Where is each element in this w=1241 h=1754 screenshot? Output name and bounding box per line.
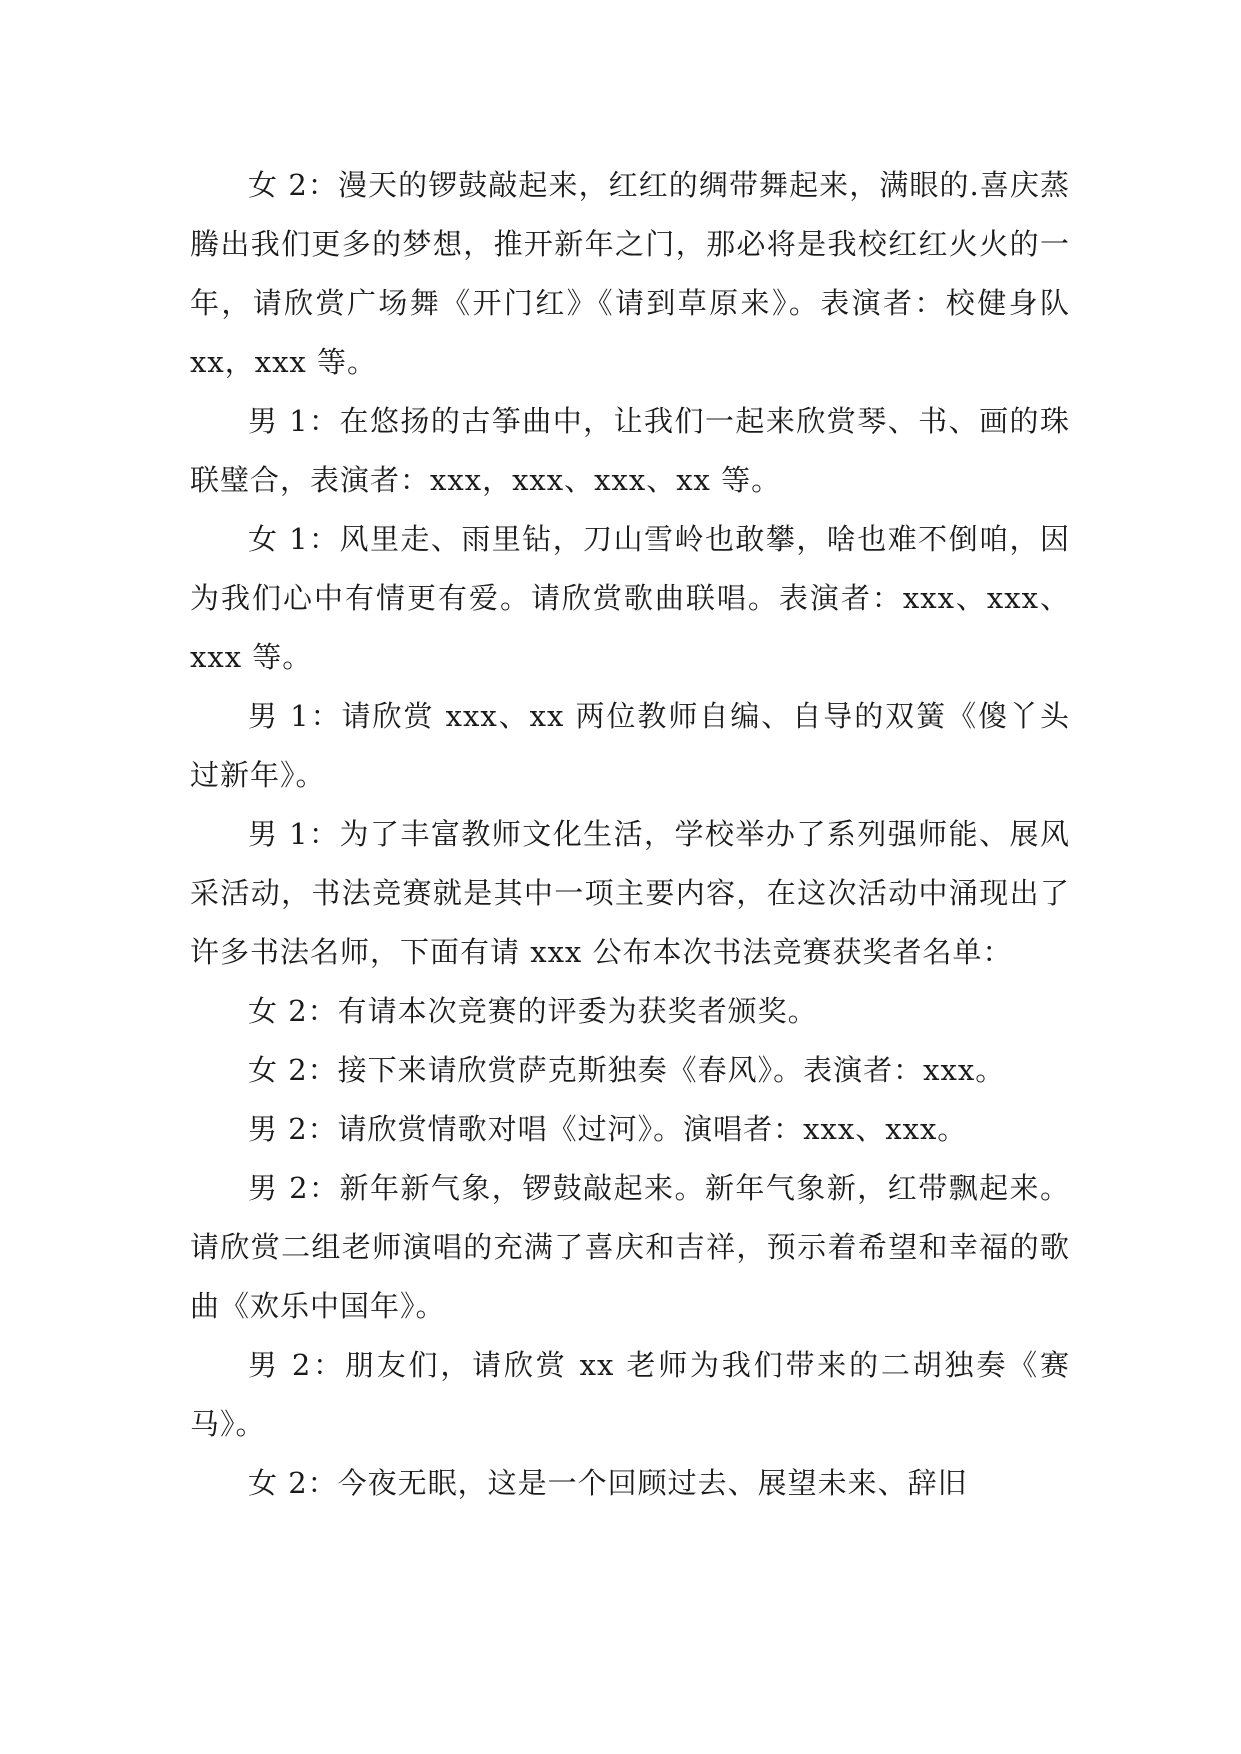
paragraph: 男 2：新年新气象，锣鼓敲起来。新年气象新，红带飘起来。请欣赏二组老师演唱的充满了喜庆和吉祥，预示着希望和幸福的歌曲《欢乐中国年》。 bbox=[190, 1171, 1070, 1323]
paragraph: 女 1：风里走、雨里钻，刀山雪岭也敢攀，啥也难不倒咱，因为我们心中有情更有爱。请欣赏歌曲联唱。表演者：xxx、xxx、xxx 等。 bbox=[190, 522, 1070, 674]
paragraph: 女 2：有请本次竞赛的评委为获奖者颁奖。 bbox=[248, 994, 818, 1028]
paragraph: 男 2：请欣赏情歌对唱《过河》。演唱者：xxx、xxx。 bbox=[248, 1112, 968, 1146]
paragraph: 男 1：在悠扬的古筝曲中，让我们一起来欣赏琴、书、画的珠联璧合，表演者：xxx，xxx、xxx、xx 等。 bbox=[190, 404, 1070, 497]
document-body bbox=[190, 156, 1070, 1513]
paragraph: 男 1：为了丰富教师文化生活，学校举办了系列强师能、展风采活动，书法竞赛就是其中一项主要内容，在这次活动中涌现出了许多书法名师，下面有请 xxx 公布本次书法竞赛获奖者名单： bbox=[190, 817, 1070, 969]
paragraph: 女 2：今夜无眠，这是一个回顾过去、展望未来、辞旧 bbox=[248, 1466, 968, 1500]
paragraph: 男 2：朋友们，请欣赏 xx 老师为我们带来的二胡独奏《赛马》。 bbox=[190, 1348, 1070, 1441]
paragraph: 女 2：接下来请欣赏萨克斯独奏《春风》。表演者：xxx。 bbox=[248, 1053, 1006, 1087]
paragraph: 女 2：漫天的锣鼓敲起来，红红的绸带舞起来，满眼的.喜庆蒸腾出我们更多的梦想，推开新年之门，那必将是我校红红火火的一年，请欣赏广场舞《开门红》《请到草原来》。表演者：校健身队 xx，xxx 等。 bbox=[190, 168, 1070, 379]
paragraph: 男 1：请欣赏 xxx、xx 两位教师自编、自导的双簧《傻丫头过新年》。 bbox=[190, 699, 1070, 792]
